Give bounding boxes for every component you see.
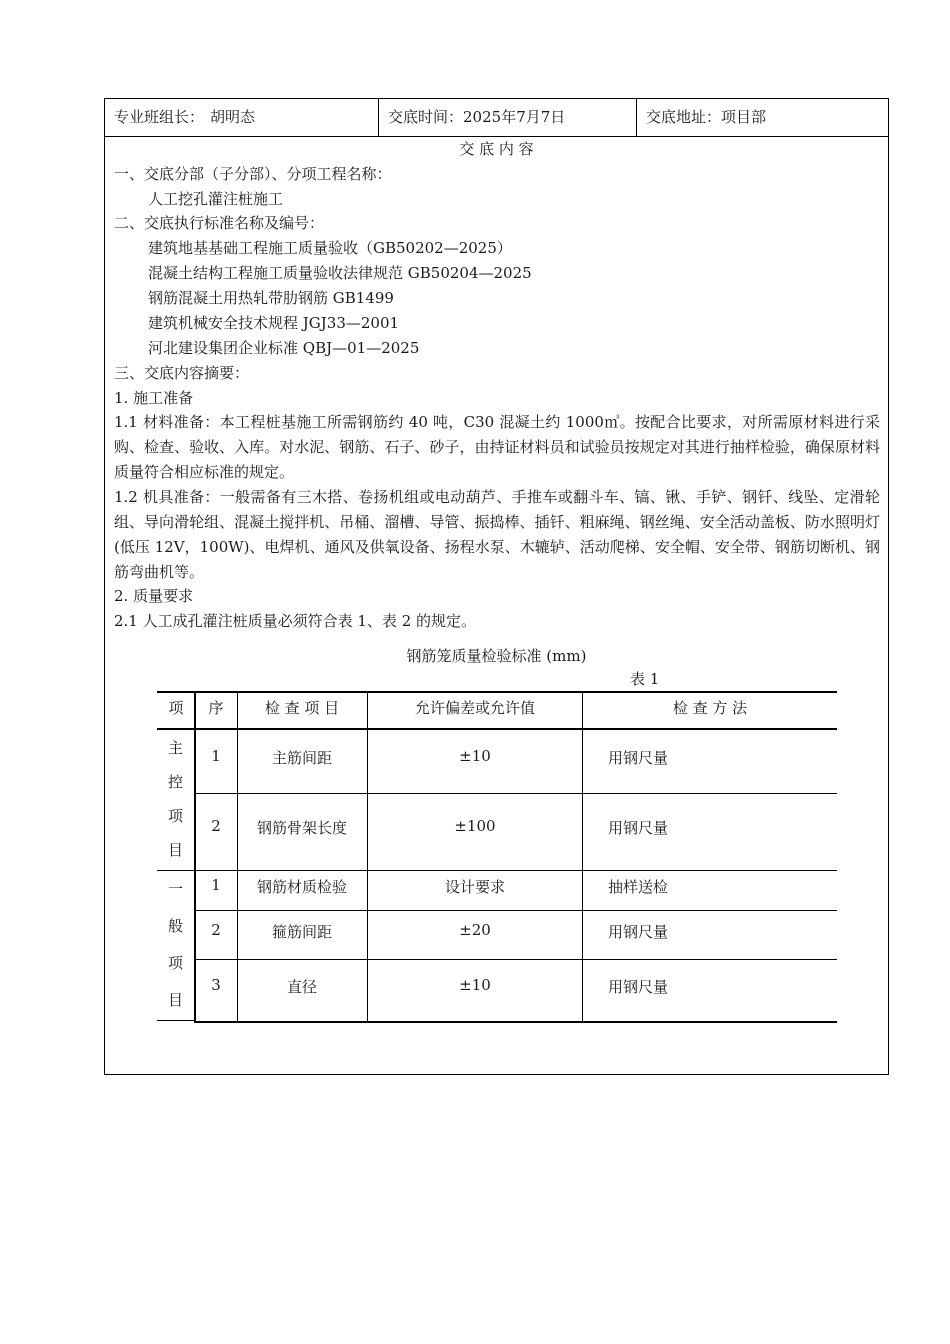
table-bottom-rule (194, 1021, 837, 1023)
table-row-item: 主筋间距 (271, 749, 333, 767)
table-top-rule (157, 691, 837, 693)
table-row-method: 抽样送检 (608, 878, 669, 896)
table-header-rule (157, 728, 837, 730)
cage-inspection-table (157, 691, 837, 1027)
table-row-tolerance: ±20 (459, 921, 491, 939)
table-row-no: 2 (211, 921, 221, 939)
group-label-general: 一 般 项 目 (167, 880, 183, 1009)
table-row-no: 1 (211, 876, 221, 894)
standard-item: 钢筋混凝土用热轧带肋钢筋 GB1499 (148, 289, 394, 307)
table-row-no: 1 (211, 747, 221, 765)
sub2-title: 2. 质量要求 (114, 587, 194, 605)
standard-item: 河北建设集团企业标准 QBJ—01—2025 (148, 339, 420, 357)
col-divider (237, 691, 238, 1023)
group-divider (157, 870, 837, 871)
time-label: 交底时间： (388, 108, 464, 126)
table-row-item: 箍筋间距 (271, 923, 333, 941)
group-label-main: 主 控 项 目 (167, 739, 183, 859)
standard-item: 建筑机械安全技术规程 JGJ33—2001 (148, 314, 400, 332)
col-header-no: 序 (208, 699, 224, 717)
table-row-item: 钢筋骨架长度 (256, 819, 348, 837)
section1-title: 一、交底分部（子分部）、分项工程名称： (114, 165, 392, 183)
standard-item: 混凝土结构工程施工质量验收法律规范 GB50204—2025 (148, 264, 532, 282)
table-row-no: 2 (211, 817, 221, 835)
form-header (105, 99, 888, 137)
paragraph-materials: 1.1 材料准备：本工程桩基施工所需钢筋约 40 吨，C30 混凝土约 1000㎥。按配合比要求，对所需原材料进行采购、检查、验收、入库。对水泥、钢筋、石子、砂子，由持证材料员和试验员按规定对其进行抽样检验，确保原材料质量符合相应标准的规定。 (114, 413, 880, 481)
table-row-method: 用钢尺量 (608, 923, 669, 941)
col-divider (367, 691, 368, 1023)
section3-title: 三、交底内容摘要： (114, 364, 250, 382)
leader-cell (105, 99, 379, 136)
paragraph-quality: 2.1 人工成孔灌注桩质量必须符合表 1、表 2 的规定。 (114, 612, 477, 630)
table-row-tolerance: 设计要求 (444, 878, 506, 896)
table-row-no: 3 (211, 976, 221, 994)
leader-label: 专业班组长： (114, 108, 205, 126)
sub1-title: 1. 施工准备 (114, 389, 194, 407)
place-cell (637, 99, 888, 136)
table-caption: 钢筋笼质量检验标准 (mm) (406, 647, 587, 665)
col-header-group: 项 (168, 699, 184, 717)
row-divider (194, 910, 837, 911)
col-header-item: 检 查 项 目 (264, 699, 340, 717)
table-row-item: 钢筋材质检验 (256, 878, 348, 896)
row-divider (194, 793, 837, 794)
col-divider (582, 691, 583, 1023)
section1-value: 人工挖孔灌注桩施工 (148, 190, 284, 208)
row-divider (194, 959, 837, 960)
time-cell (379, 99, 637, 136)
paragraph-equipment: 1.2 机具准备：一般需备有三木搭、卷扬机组或电动葫芦、手推车或翻斗车、镐、锹、手铲、钢钎、线坠、定滑轮组、导向滑轮组、混凝土搅拌机、吊桶、溜槽、导管、振捣棒、插钎、粗麻绳、钢丝绳、安全活动盖板、防水照明灯(低压 12V，100W)、电焊机、通风及供氧设备、扬程水泵、木辘轳、活动爬梯、安全帽、安全带、钢筋切断机、钢筋弯曲机等。 (114, 488, 880, 581)
table-row-tolerance: ±10 (459, 976, 491, 994)
standard-item: 建筑地基基础工程施工质量验收（GB50202—2025） (148, 239, 512, 257)
content-title: 交 底 内 容 (459, 140, 534, 158)
table-row-item: 直径 (286, 978, 318, 996)
section2-title: 二、交底执行标准名称及编号： (114, 214, 325, 232)
col-divider (194, 691, 196, 1023)
table-row-method: 用钢尺量 (608, 978, 669, 996)
table-row-tolerance: ±10 (459, 747, 491, 765)
place-value: 项目部 (721, 108, 767, 126)
table-bottom-left-rule (157, 1020, 194, 1021)
time-value: 2025年7月7日 (463, 108, 566, 126)
table-number: 表 1 (630, 670, 660, 688)
leader-name: 胡明态 (210, 108, 256, 126)
place-label: 交底地址： (646, 108, 722, 126)
table-row-tolerance: ±100 (454, 817, 496, 835)
table-row-method: 用钢尺量 (608, 749, 669, 767)
col-header-method: 检 查 方 法 (672, 699, 748, 717)
table-row-method: 用钢尺量 (608, 819, 669, 837)
disclosure-form (104, 98, 889, 1075)
col-header-tolerance: 允许偏差或允许值 (414, 699, 536, 717)
